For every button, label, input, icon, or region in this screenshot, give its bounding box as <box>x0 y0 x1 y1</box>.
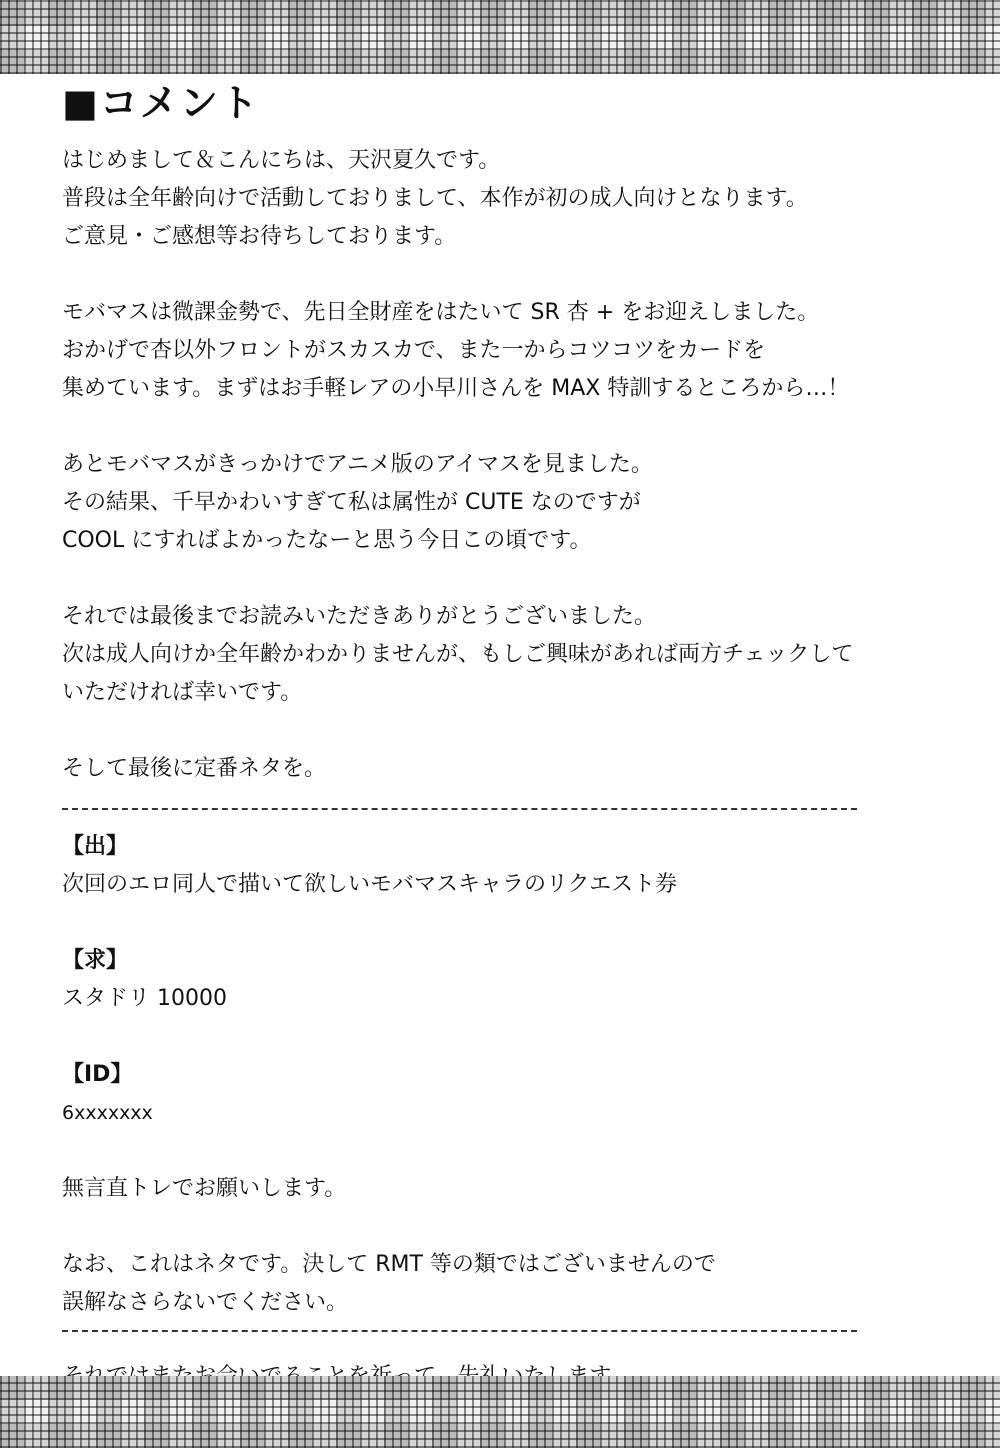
paragraph-mobamas <box>62 294 942 408</box>
dashed-divider <box>62 1330 857 1332</box>
text-line: 普段は全年齢向けで活動しておりまして、本作が初の成人向けとなります。 <box>62 186 808 211</box>
text-line: 集めています。まずはお手軽レアの小早川さんを MAX 特訓するところから…！ <box>62 376 850 401</box>
page-title: ■コメント <box>62 81 260 125</box>
trade-block <box>62 828 942 1322</box>
text-line: おかげで杏以外フロントがスカスカで、また一からコツコツをカードを <box>62 338 766 363</box>
text-line: 次は成人向けか全年齢かわかりませんが、もしご興味があれば両方チェックして <box>62 642 854 667</box>
want-value: スタドリ 10000 <box>62 986 227 1011</box>
dashed-divider <box>62 808 857 810</box>
text-line: その結果、千早かわいすぎて私は属性が CUTE なのですが <box>62 490 641 515</box>
text-line: そして最後に定番ネタを。 <box>62 756 327 781</box>
trade-note: 無言直トレでお願いします。 <box>62 1176 347 1201</box>
text-line: いただければ幸いです。 <box>62 680 303 705</box>
text-line: はじめまして＆こんにちは、天沢夏久です。 <box>62 148 501 173</box>
id-value: 6xxxxxxx <box>62 1102 153 1124</box>
paragraph-thanks <box>62 598 942 712</box>
text-line: それでは最後までお読みいただきありがとうございました。 <box>62 604 657 629</box>
comment-page <box>62 78 942 1396</box>
paragraph-gag-intro <box>62 750 942 788</box>
text-line: COOL にすればよかったなーと思う今日この頃です。 <box>62 528 592 553</box>
text-line: ご意見・ご感想等お待ちしております。 <box>62 224 457 249</box>
paragraph-anime <box>62 446 942 560</box>
disclaimer-line: 誤解なさらないでください。 <box>62 1290 349 1315</box>
give-label: 【出】 <box>62 834 129 859</box>
id-label: 【ID】 <box>62 1062 133 1087</box>
want-label: 【求】 <box>62 948 129 973</box>
plaid-border-top <box>0 0 1000 74</box>
text-line: モバマスは微課金勢で、先日全財産をはたいて SR 杏 + をお迎えしました。 <box>62 300 820 325</box>
give-value: 次回のエロ同人で描いて欲しいモバマスキャラのリクエスト券 <box>62 872 678 897</box>
disclaimer-line: なお、これはネタです。決して RMT 等の類ではございませんので <box>62 1252 716 1277</box>
paragraph-intro <box>62 142 942 256</box>
plaid-border-bottom <box>0 1376 1000 1448</box>
text-line: あとモバマスがきっかけでアニメ版のアイマスを見ました。 <box>62 452 653 477</box>
